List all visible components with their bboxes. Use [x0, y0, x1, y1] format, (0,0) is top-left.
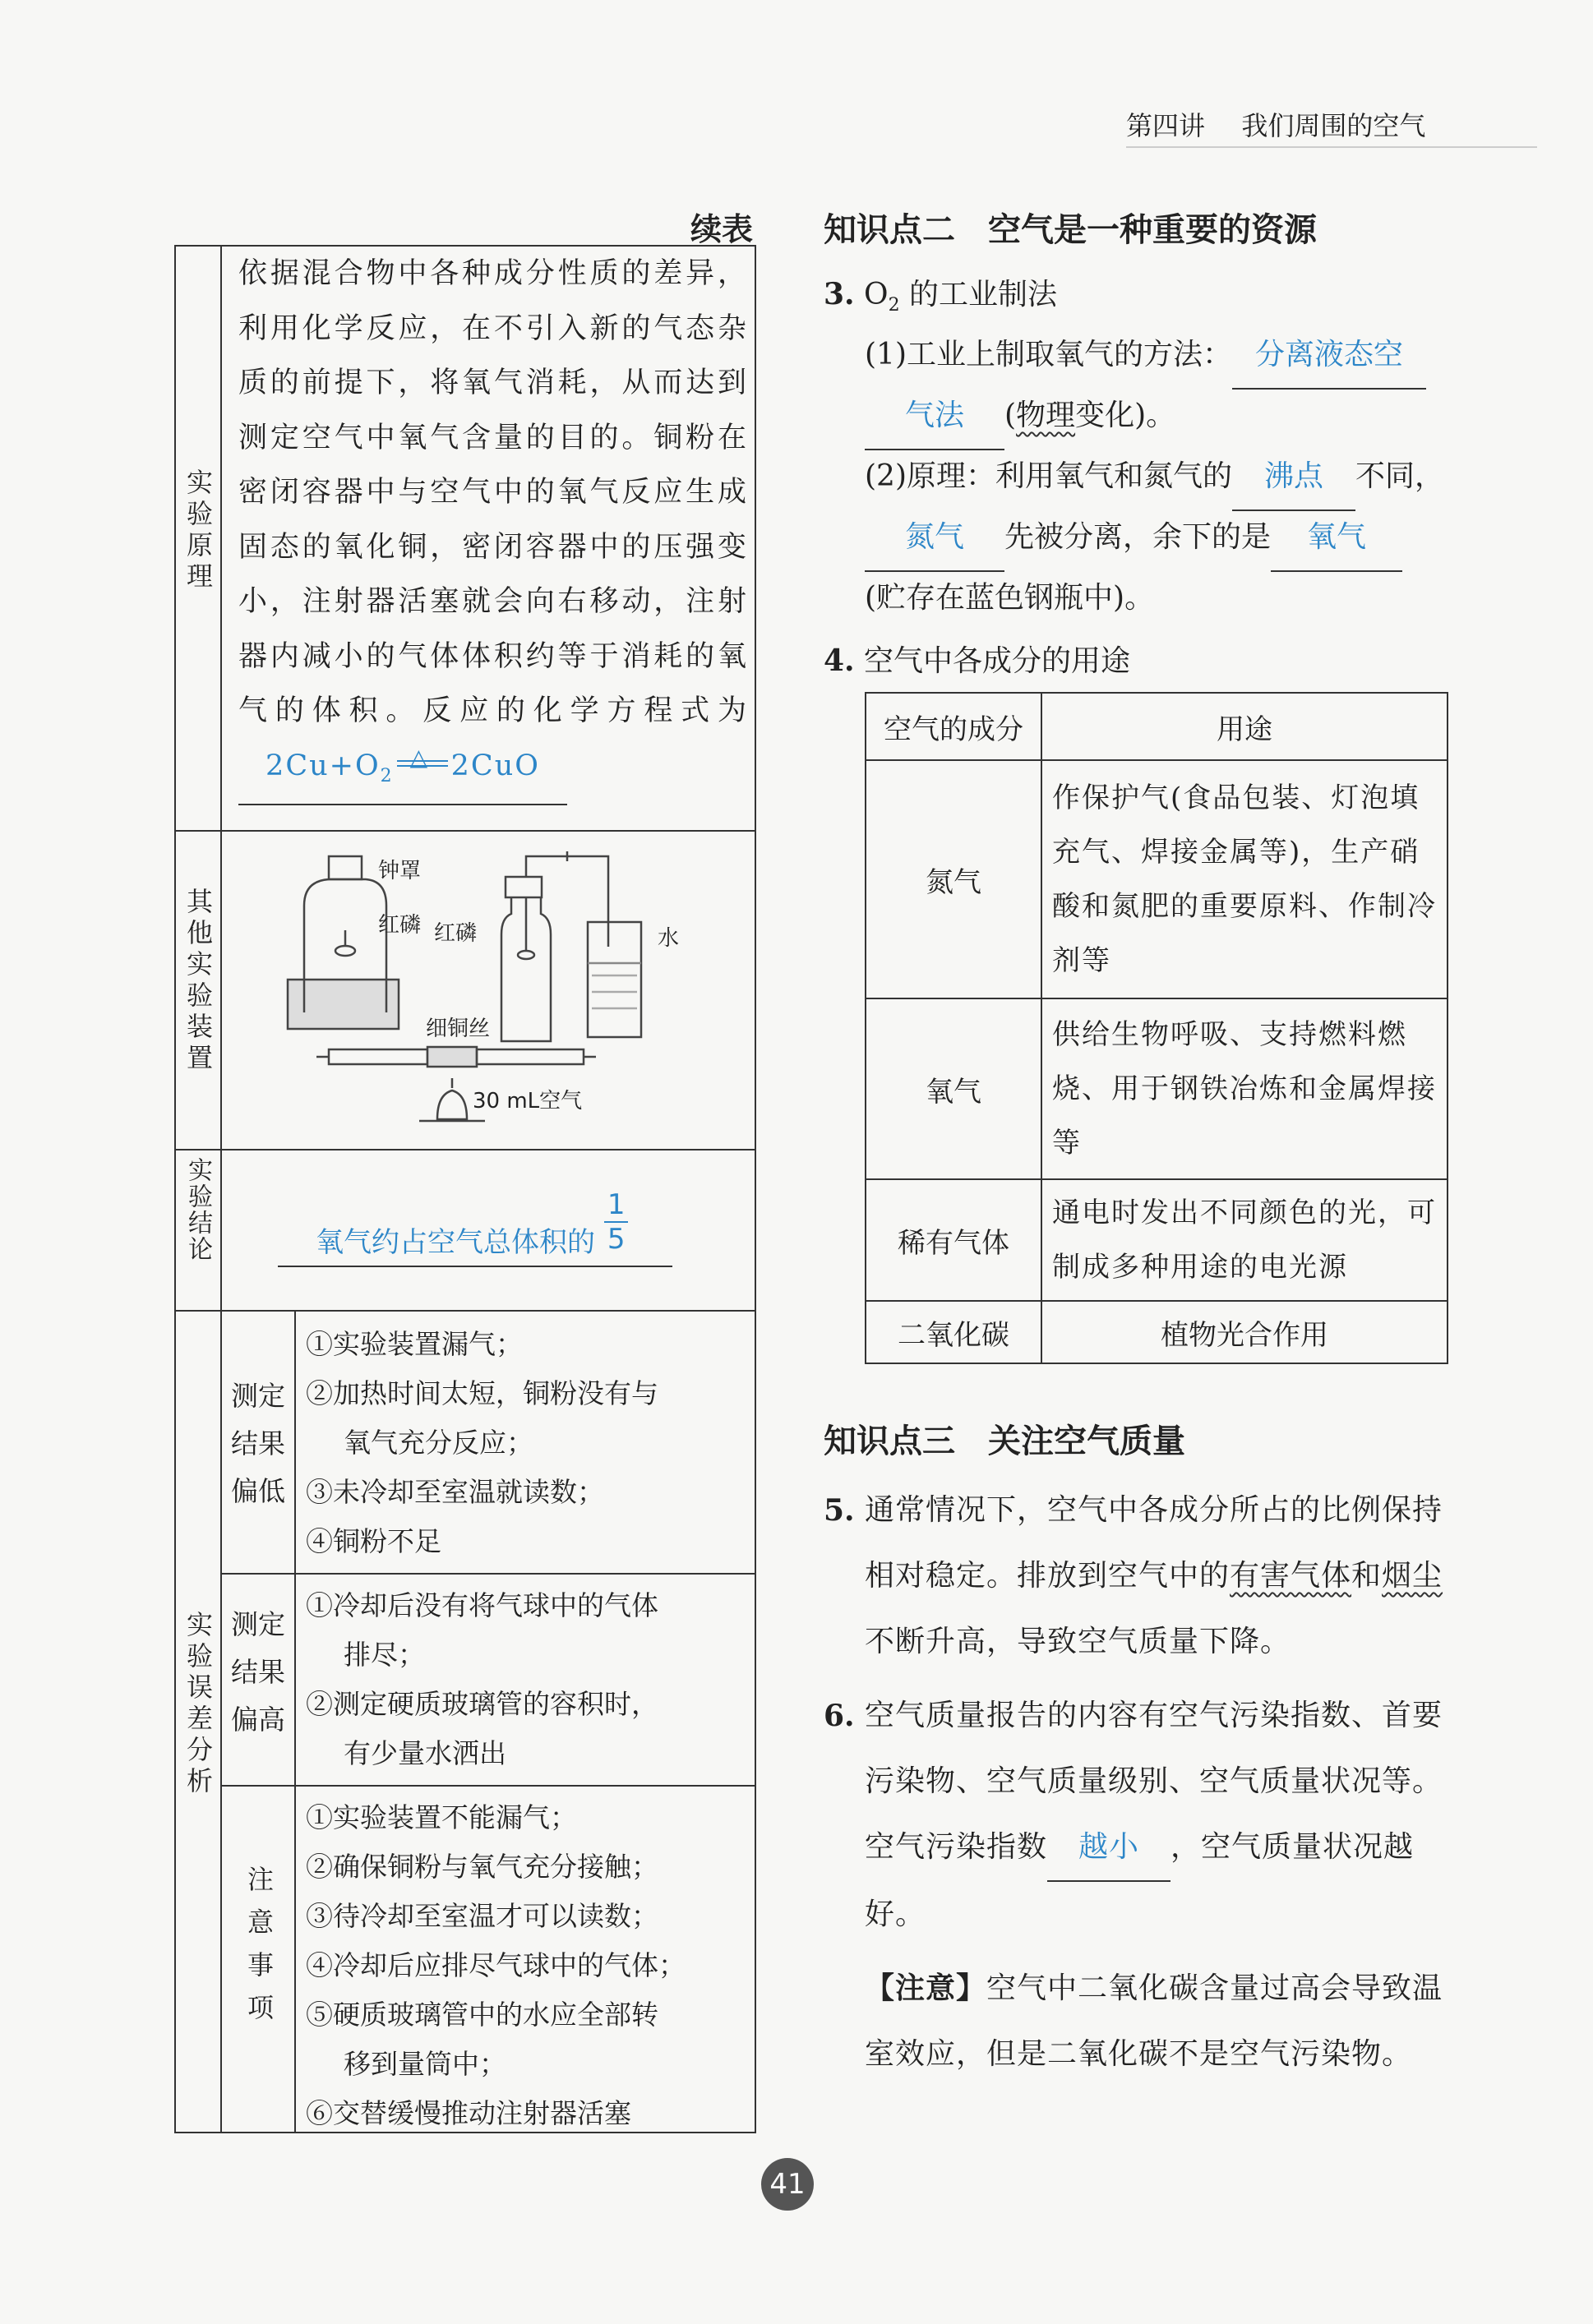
q5-text — [865, 1478, 1450, 1675]
list-item: ④冷却后应排尽气球中的气体； — [306, 1949, 686, 1981]
q3-1b — [865, 383, 1175, 450]
q4-title: 空气中各成分的用途 — [864, 644, 1131, 678]
equation-blank — [238, 739, 567, 806]
high-list — [306, 1581, 750, 1778]
q3-2-answer3: 氧气 — [1271, 505, 1402, 572]
row-divider — [174, 1149, 756, 1150]
equation-left: 2Cu+O — [266, 749, 381, 782]
q5-w2: 烟尘 — [1382, 1559, 1443, 1593]
list-item: ②测定硬质玻璃管的容积时， — [306, 1688, 658, 1720]
note-text: 空气中二氧化碳含量过高会导致温室效应，但是二氧化碳不是空气污染物。 — [865, 1971, 1443, 2071]
q3-2b — [865, 505, 1457, 572]
apparatus-label-text: 其他实验装置 — [182, 888, 214, 1075]
chapter-label: 第四讲 — [1126, 110, 1206, 141]
row-divider — [220, 1573, 756, 1575]
q3-1-note: 物理 — [1016, 399, 1076, 432]
list-item: ④铜粉不足 — [306, 1525, 441, 1557]
q3-title-a: O — [864, 278, 889, 311]
header-rule — [1126, 146, 1537, 148]
low-label — [224, 1372, 293, 1515]
fraction — [604, 1188, 629, 1256]
q3-2 — [865, 444, 1457, 511]
continued-label: 续表 — [690, 211, 754, 247]
high-label-text: 测定结果偏高 — [231, 1608, 285, 1736]
fraction-numerator: 1 — [604, 1188, 629, 1223]
conclusion-label — [179, 1157, 215, 1262]
q5-c: 不断升高，导致空气质量下降。 — [865, 1625, 1291, 1658]
principle-text — [238, 247, 748, 805]
row-divider — [220, 1785, 756, 1787]
q5-a: 通常情况下，空气中各成分所占的比例保持相对稳定。排放到空气中的 — [865, 1493, 1443, 1593]
q3-2-answer2: 氮气 — [865, 505, 1004, 572]
equation-arrow — [394, 743, 451, 775]
notes-label-text: 注意事项 — [243, 1865, 275, 2036]
table-header-row — [866, 693, 1448, 760]
page-number — [761, 2158, 814, 2211]
principle-label-text: 实验原理 — [182, 468, 214, 593]
q5-number: 5. — [824, 1493, 855, 1528]
table-row — [866, 998, 1448, 1179]
list-item: 排尽； — [344, 1639, 425, 1671]
q6-b: ，空气质量状况越好。 — [865, 1830, 1415, 1931]
fraction-denominator: 5 — [607, 1223, 626, 1256]
notes-list — [306, 1793, 754, 2138]
air-volume-label: 30 mL空气 — [473, 1089, 583, 1114]
flask-beaker-setup — [501, 851, 641, 1041]
table-cell-name: 稀有气体 — [866, 1179, 1041, 1301]
water-label: 水 — [658, 926, 680, 951]
table-cell-name: 氮气 — [866, 760, 1041, 998]
q3-1 — [865, 322, 1457, 390]
page-number-text: 41 — [769, 2168, 806, 2201]
q3-1-note-open: ( — [1004, 399, 1017, 432]
conclusion-text: 氧气约占空气总体积的 — [316, 1225, 595, 1259]
list-item: ③未冷却至室温就读数； — [306, 1476, 604, 1508]
uses-table — [865, 692, 1448, 1364]
q6-number: 6. — [824, 1699, 855, 1733]
row-divider — [174, 1310, 756, 1312]
error-label-text: 实验误差分析 — [182, 1611, 214, 1798]
q3-number: 3. — [824, 277, 855, 311]
table-cell-use: 供给生物呼吸、支持燃料燃烧、用于钢铁冶炼和金属焊接等 — [1041, 998, 1448, 1179]
table-row — [866, 1179, 1448, 1301]
apparatus-label — [179, 888, 215, 1075]
page-header — [1126, 105, 1425, 143]
column-divider — [220, 245, 222, 2133]
equation-right: 2CuO — [450, 749, 540, 782]
principle-body: 依据混合物中各种成分性质的差异，利用化学反应，在不引入新的气态杂质的前提下，将氧气消耗，从而达到测定空气中氧气含量的目的。铜粉在密闭容器中与空气中的氧气反应生成固态的氧化铜，密闭容器中的压强变小，注射器活塞就会向右移动，注射器内减小的气体体积约等于消耗的氧气的体积。反应的化学方程式为 — [238, 257, 748, 727]
principle-label — [179, 468, 215, 593]
list-item: ②确保铜粉与氧气充分接触； — [306, 1851, 658, 1883]
table-cell-name: 二氧化碳 — [866, 1301, 1041, 1363]
table-row — [866, 1301, 1448, 1363]
conclusion-answer — [278, 1188, 672, 1267]
q3-title-sub: 2 — [888, 295, 900, 316]
list-item: ⑤硬质玻璃管中的水应全部转 — [306, 1999, 658, 2031]
q3-1-text: (1)工业上制取氧气的方法： — [865, 338, 1232, 371]
section3-title: 知识点三 关注空气质量 — [824, 1423, 1185, 1460]
q4-heading — [824, 628, 1130, 694]
phosphorus1-label: 红磷 — [378, 913, 422, 938]
note-label: 【注意】 — [865, 1971, 987, 2005]
low-label-text: 测定结果偏低 — [231, 1380, 285, 1507]
q6-a: 空气质量报告的内容有空气污染指数、首要污染物、空气质量级别、空气质量状况等。空气污染指数 — [865, 1699, 1443, 1864]
note — [865, 1956, 1450, 2087]
conclusion-label-text: 实验结论 — [183, 1157, 212, 1262]
q3-1-answer-a: 分离液态空 — [1232, 322, 1426, 390]
table-cell-name: 氧气 — [866, 998, 1041, 1179]
bell-label: 钟罩 — [378, 859, 422, 883]
list-item: ⑥交替缓慢推动注射器活塞 — [306, 2097, 631, 2129]
q5-b: 和 — [1351, 1559, 1383, 1593]
error-label — [179, 1611, 215, 1798]
high-label — [224, 1601, 293, 1744]
q4-number: 4. — [824, 643, 855, 678]
q3-2-text3: 先被分离，余下的是 — [1004, 520, 1272, 554]
q3-title-b: 的工业制法 — [899, 278, 1058, 311]
chapter-title: 我们周围的空气 — [1241, 110, 1426, 141]
q3-2c: (贮存在蓝色钢瓶中)。 — [865, 581, 1155, 615]
q6-text — [865, 1683, 1450, 1948]
table-cell-use: 植物光合作用 — [1041, 1301, 1448, 1363]
section2-title: 知识点二 空气是一种重要的资源 — [824, 211, 1317, 249]
table-cell-use: 作保护气(食品包装、灯泡填充气、焊接金属等)，生产硝酸和氮肥的重要原料、作制冷剂等 — [1041, 760, 1448, 998]
list-item: ①实验装置不能漏气； — [306, 1801, 577, 1833]
equation-condition: △ — [409, 743, 430, 771]
q3-2-text: (2)原理：利用氧气和氮气的 — [865, 459, 1232, 493]
q6-answer: 越小 — [1047, 1814, 1171, 1882]
table-cell-use: 通电时发出不同颜色的光，可制成多种用途的电光源 — [1041, 1179, 1448, 1301]
table-header: 空气的成分 — [866, 693, 1041, 760]
list-item: ①冷却后没有将气球中的气体 — [306, 1589, 658, 1621]
list-item: ③待冷却至室温才可以读数； — [306, 1900, 658, 1932]
copper-wire-label: 细铜丝 — [426, 1017, 491, 1041]
list-item: 移到量筒中； — [344, 2048, 506, 2080]
list-item: 有少量水洒出 — [344, 1737, 506, 1769]
q3-2-answer1: 沸点 — [1232, 444, 1355, 511]
notes-label — [238, 1865, 279, 2036]
low-list — [306, 1320, 750, 1566]
q3-1-answer-b: 气法 — [865, 383, 1004, 450]
list-item: ①实验装置漏气； — [306, 1328, 523, 1360]
column-divider — [294, 1310, 296, 2133]
q3-1-note-close: 变化)。 — [1075, 399, 1176, 432]
list-item: 氧气充分反应； — [344, 1427, 533, 1459]
table-header: 用途 — [1041, 693, 1448, 760]
q3-2-text2: 不同， — [1355, 459, 1445, 493]
q5-w1: 有害气体 — [1230, 1559, 1352, 1593]
table-row — [866, 760, 1448, 998]
apparatus-diagram — [222, 832, 755, 1149]
list-item: ②加热时间太短，铜粉没有与 — [306, 1377, 658, 1409]
phosphorus2-label: 红磷 — [434, 921, 478, 946]
equation-sub: 2 — [380, 765, 394, 786]
